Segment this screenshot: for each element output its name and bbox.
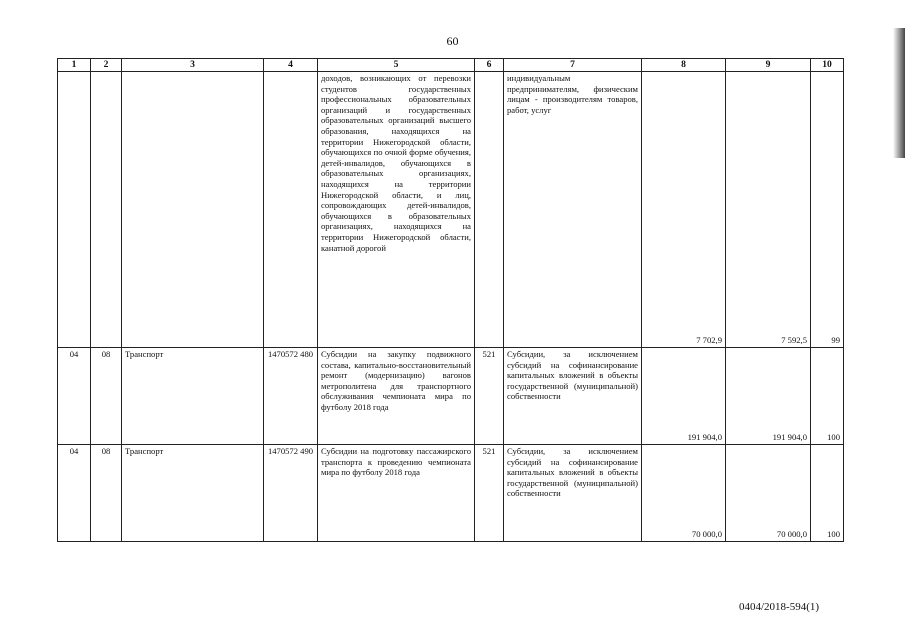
header-row (58, 59, 844, 72)
cell-subsection: 08 (91, 445, 122, 542)
col-header-5: 5 (318, 59, 475, 72)
cell-subsection (91, 72, 122, 348)
cell-target-code: 1470572 490 (264, 445, 318, 542)
cell-amount-executed: 191 904,0 (726, 348, 811, 445)
cell-amount-planned: 70 000,0 (642, 445, 726, 542)
cell-section (58, 72, 91, 348)
cell-amount-planned: 7 702,9 (642, 72, 726, 348)
table-row (58, 72, 844, 348)
page-number: 60 (446, 34, 459, 48)
cell-section: 04 (58, 445, 91, 542)
cell-description: Субсидии на подготовку пассажирского транспорта к проведению чемпионата мира по футболу 2018 года (318, 445, 475, 542)
col-header-7: 7 (504, 59, 642, 72)
cell-expense-name: Субсидии, за исключением субсидий на софинансирование капитальных вложений в объекты государственной (муниципальной) собственности (504, 348, 642, 445)
cell-expense-type: 521 (475, 445, 504, 542)
col-header-3: 3 (122, 59, 264, 72)
cell-description: доходов, возникающих от перевозки студентов государственных профессиональных образовательных организаций и государственных образовательных организаций высшего образования, находящихся на территории Нижегородской области, обучающихся по очной форме обучения, детей-инвалидов, обучающихся в образовательных организациях, находящихся на территории Нижегородской области, и лиц, сопровождающих детей-инвалидов, обучающихся в образовательных организациях, находящихся на территории Нижегородской области, канатной дорогой (318, 72, 475, 348)
col-header-1: 1 (58, 59, 91, 72)
cell-subsection: 08 (91, 348, 122, 445)
cell-name: Транспорт (122, 348, 264, 445)
table-row (58, 445, 844, 542)
col-header-10: 10 (811, 59, 844, 72)
table-row (58, 348, 844, 445)
cell-description: Субсидии на закупку подвижного состава, капитально-восстановительный ремонт (модернизацию) вагонов метрополитена для транспортного обслуживания чемпионата мира по футболу 2018 года (318, 348, 475, 445)
cell-percent: 100 (811, 348, 844, 445)
col-header-6: 6 (475, 59, 504, 72)
cell-amount-executed: 70 000,0 (726, 445, 811, 542)
col-header-4: 4 (264, 59, 318, 72)
cell-section: 04 (58, 348, 91, 445)
cell-expense-type (475, 72, 504, 348)
cell-target-code (264, 72, 318, 348)
cell-expense-name: Субсидии, за исключением субсидий на софинансирование капитальных вложений в объекты государственной (муниципальной) собственности (504, 445, 642, 542)
cell-amount-planned: 191 904,0 (642, 348, 726, 445)
scan-edge-shadow (893, 28, 905, 158)
cell-amount-executed: 7 592,5 (726, 72, 811, 348)
col-header-8: 8 (642, 59, 726, 72)
cell-target-code: 1470572 480 (264, 348, 318, 445)
col-header-9: 9 (726, 59, 811, 72)
cell-percent: 99 (811, 72, 844, 348)
cell-name (122, 72, 264, 348)
budget-table (57, 58, 844, 542)
document-code: 0404/2018-594(1) (739, 601, 820, 613)
cell-expense-name: индивидуальным предпринимателям, физическим лицам - производителям товаров, работ, услуг (504, 72, 642, 348)
cell-name: Транспорт (122, 445, 264, 542)
cell-expense-type: 521 (475, 348, 504, 445)
col-header-2: 2 (91, 59, 122, 72)
budget-table-container (57, 58, 844, 542)
cell-percent: 100 (811, 445, 844, 542)
